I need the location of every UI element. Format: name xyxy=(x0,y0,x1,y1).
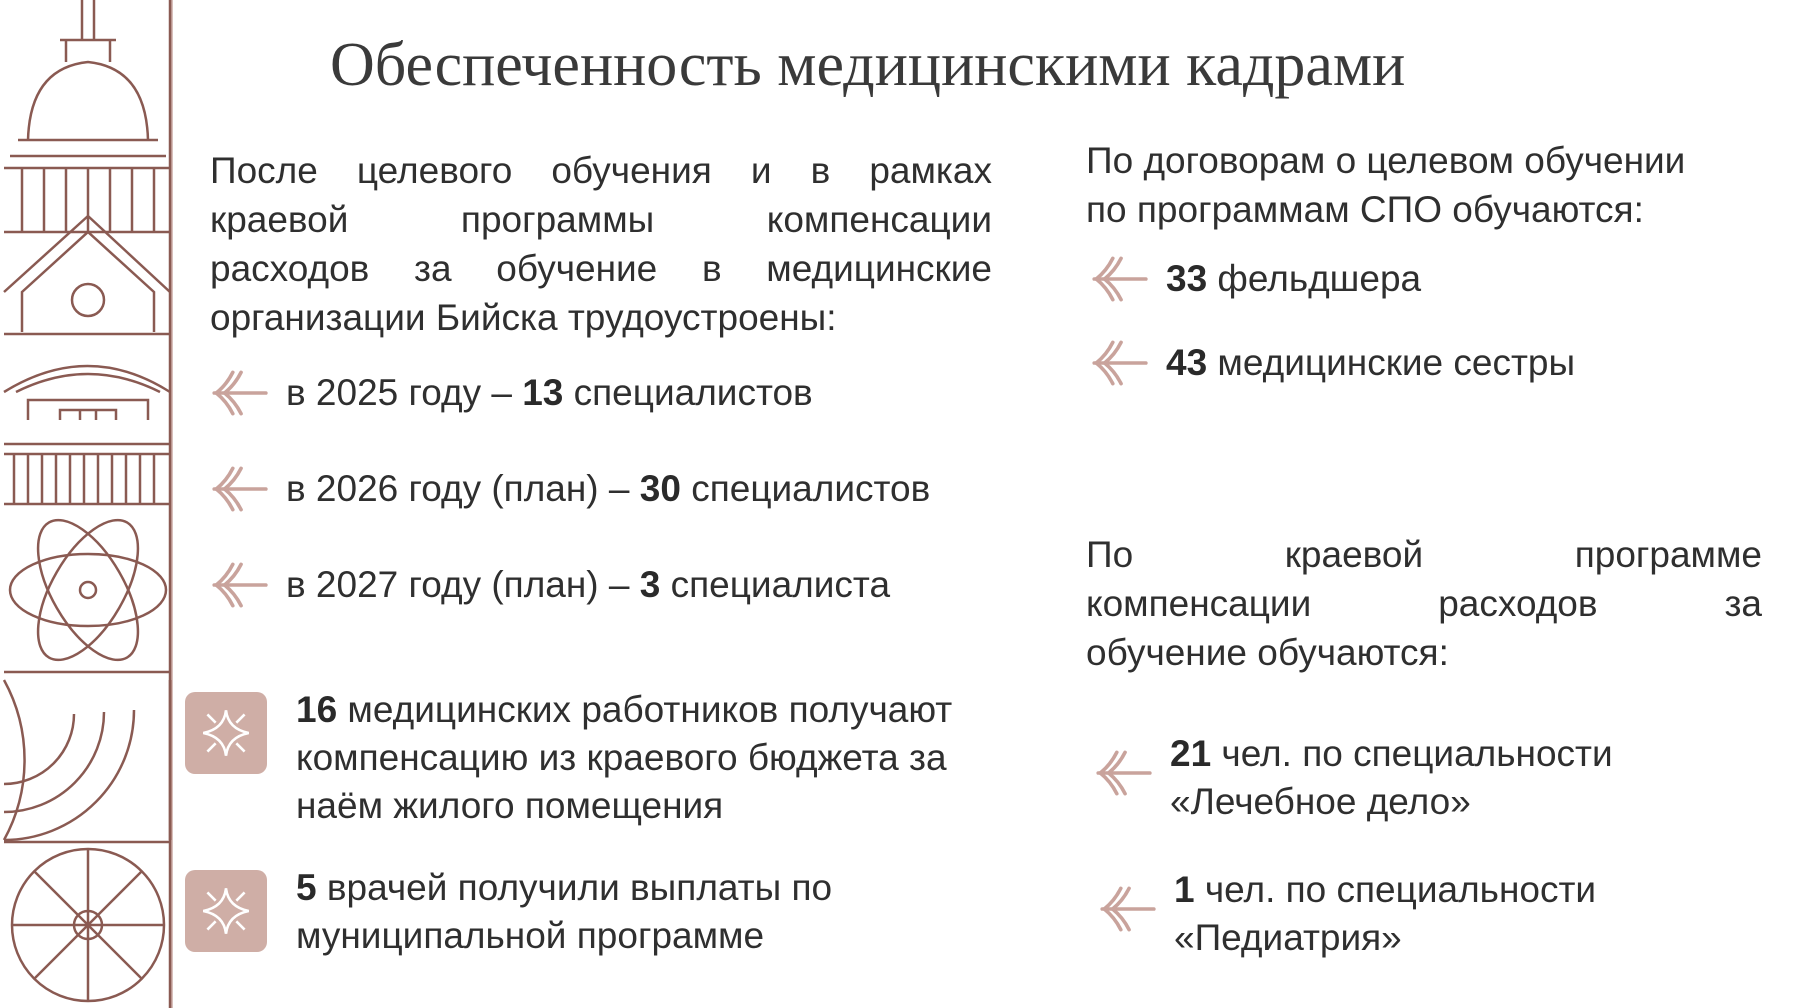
comp-intro xyxy=(1086,530,1762,677)
left-intro-line: После целевого обучения и в рамках xyxy=(210,150,992,191)
arrow-icon xyxy=(1092,742,1154,804)
year-item-text: в 2026 году (план) – 30 специалистов xyxy=(286,468,931,509)
arrow-icon xyxy=(1088,248,1150,310)
arrow-icon xyxy=(1088,332,1150,394)
year-item-text: в 2025 году – 13 специалистов xyxy=(286,372,813,413)
doctors-badge xyxy=(185,870,267,952)
spo-item-number: 33 xyxy=(1166,258,1208,299)
year-item-number: 30 xyxy=(639,468,681,509)
year-item-number: 13 xyxy=(522,372,564,413)
sparkle-icon xyxy=(195,702,257,764)
comp-item-number: 21 xyxy=(1170,733,1212,774)
left-intro xyxy=(210,146,992,342)
spo-intro-line: по программам СПО обучаются: xyxy=(1086,189,1644,230)
arrow-icon xyxy=(1096,878,1158,940)
left-intro-line: расходов за обучение в медицинские xyxy=(210,248,992,289)
housing-badge xyxy=(185,692,267,774)
housing-text: 16 медицинских работников получают компенсацию из краевого бюджета за наём жилого помещения xyxy=(296,689,953,826)
spo-item-number: 43 xyxy=(1166,342,1208,383)
doctors-text: 5 врачей получили выплаты по муниципальной программе xyxy=(296,867,833,956)
arrow-icon xyxy=(208,554,270,616)
year-item-2026 xyxy=(208,458,930,520)
spo-intro-line: По договорам о целевом обучении xyxy=(1086,140,1686,181)
year-item-2027 xyxy=(208,554,890,616)
year-item-text: в 2027 году (план) – 3 специалиста xyxy=(286,564,891,605)
year-item-2025 xyxy=(208,362,813,424)
left-intro-line: организации Бийска трудоустроены: xyxy=(210,297,837,338)
comp-item-number: 1 xyxy=(1174,869,1195,910)
year-item-number: 3 xyxy=(639,564,661,605)
arrow-icon xyxy=(208,458,270,520)
comp-item-pediatrics: 1 чел. по специальности «Педиатрия» xyxy=(1096,866,1596,962)
housing-number: 16 xyxy=(296,689,338,730)
doctors-number: 5 xyxy=(296,867,317,908)
comp-item-general-medicine: 21 чел. по специальности «Лечебное дело» xyxy=(1092,730,1613,826)
spo-item-paramedics: 33 фельдшера xyxy=(1088,248,1421,310)
spo-item-nurses: 43 медицинские сестры xyxy=(1088,332,1575,394)
arrow-icon xyxy=(208,362,270,424)
spo-intro xyxy=(1086,136,1762,234)
left-intro-line: краевой программы компенсации xyxy=(210,199,992,240)
decorative-building-strip xyxy=(0,0,176,1008)
sparkle-icon xyxy=(195,880,257,942)
comp-intro-line: компенсации расходов за xyxy=(1086,583,1762,624)
comp-intro-line: обучение обучаются: xyxy=(1086,632,1449,673)
page-title: Обеспеченность медицинскими кадрами xyxy=(330,31,1406,99)
comp-intro-line: По краевой программе xyxy=(1086,534,1762,575)
